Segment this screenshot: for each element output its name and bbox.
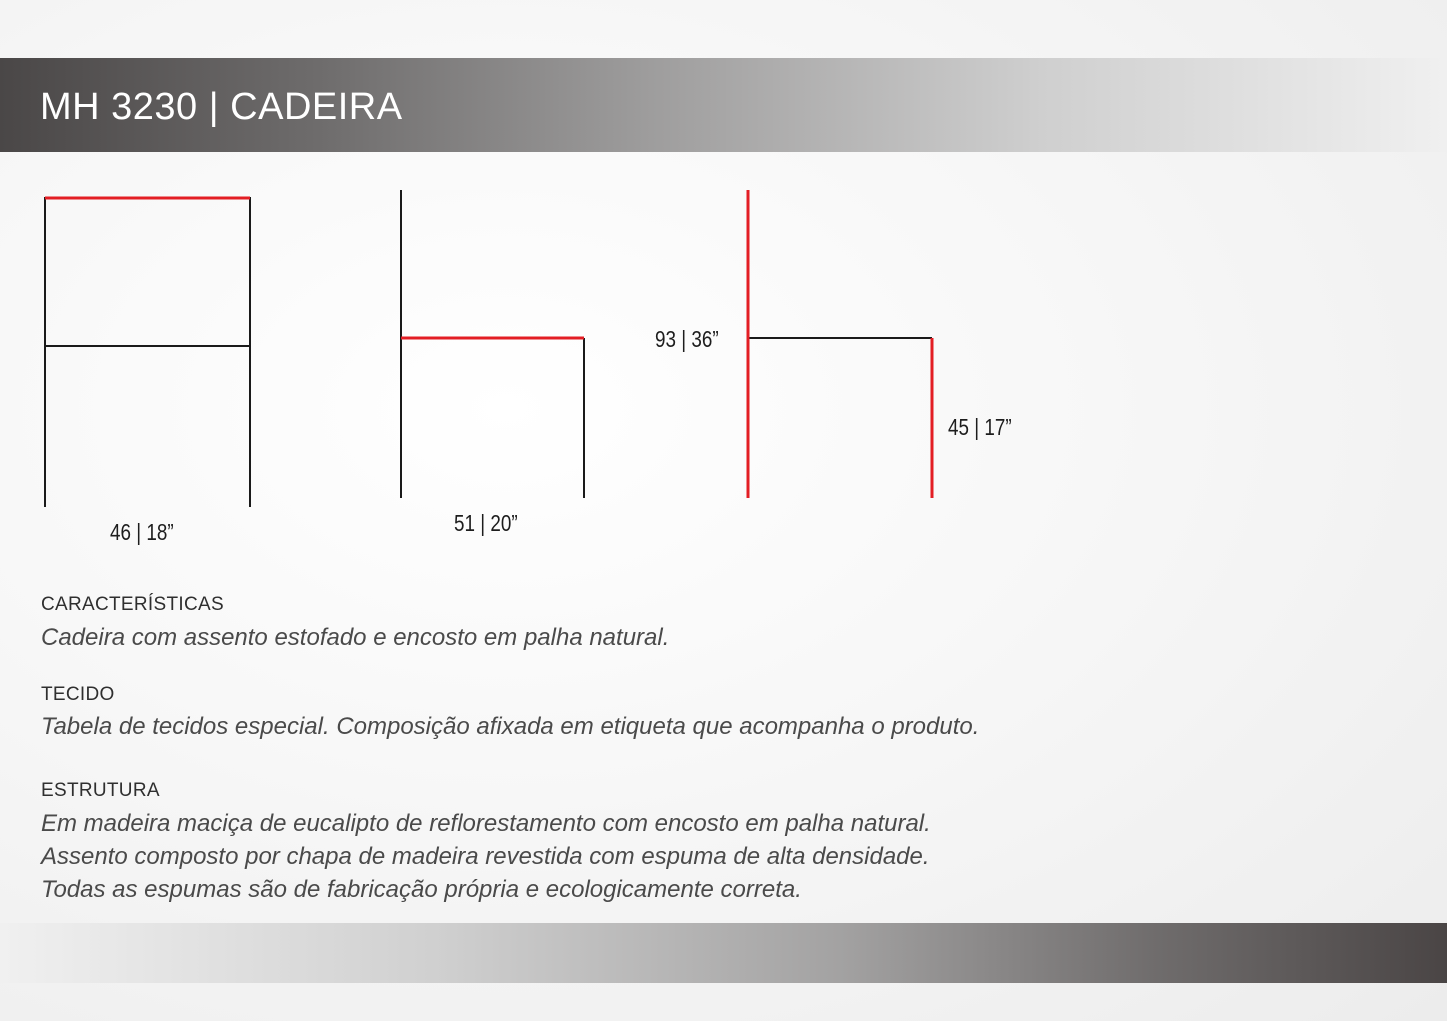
- caracteristicas-heading: CARACTERÍSTICAS: [41, 594, 224, 615]
- footer-bar: [0, 923, 1447, 983]
- total-height-label: 93 | 36”: [655, 326, 719, 352]
- height-view-drawing: [748, 190, 932, 498]
- side-view-drawing: [401, 190, 584, 498]
- estrutura-text: [41, 807, 931, 906]
- seat-height-label: 45 | 17”: [948, 414, 1012, 440]
- estrutura-line-3: Todas as espumas são de fabricação própria e ecologicamente correta.: [41, 876, 802, 903]
- front-view-drawing: [45, 197, 250, 507]
- estrutura-heading: ESTRUTURA: [41, 780, 160, 801]
- side-depth-label: 51 | 20”: [454, 510, 518, 536]
- tecido-line: Tabela de tecidos especial. Composição afixada em etiqueta que acompanha o produto.: [41, 713, 980, 740]
- caracteristicas-line: Cadeira com assento estofado e encosto em palha natural.: [41, 624, 670, 651]
- page-title: MH 3230 | CADEIRA: [40, 86, 403, 128]
- tecido-heading: TECIDO: [41, 684, 115, 705]
- front-width-label: 46 | 18”: [110, 519, 174, 545]
- estrutura-line-2: Assento composto por chapa de madeira revestida com espuma de alta densidade.: [41, 843, 930, 870]
- tecido-text: [41, 710, 979, 743]
- estrutura-line-1: Em madeira maciça de eucalipto de reflorestamento com encosto em palha natural.: [41, 810, 931, 837]
- caracteristicas-text: [41, 621, 669, 654]
